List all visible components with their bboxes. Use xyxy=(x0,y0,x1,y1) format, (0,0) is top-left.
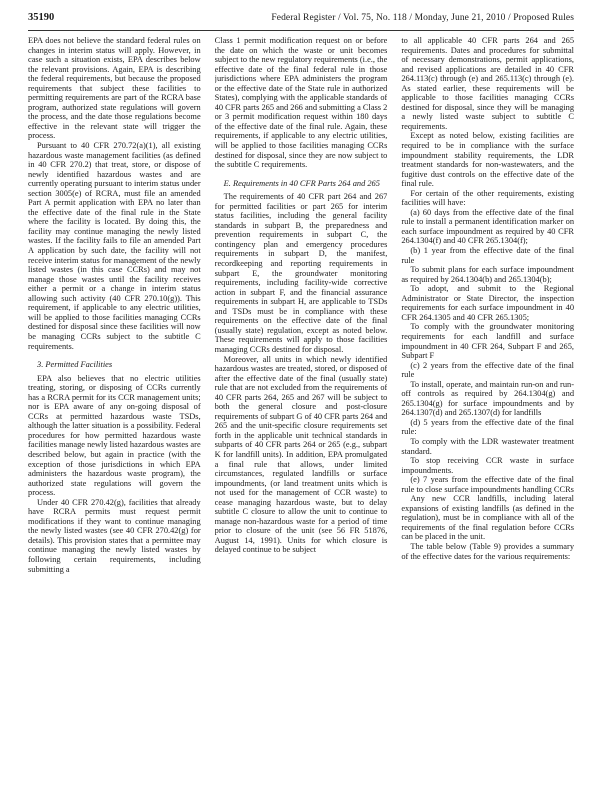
column-1 xyxy=(28,36,201,792)
section-heading-text: 3. Permitted Facilities xyxy=(37,360,113,370)
section-heading xyxy=(215,179,388,189)
paragraph: To stop receiving CCR waste in surface impoundments. xyxy=(401,456,575,475)
paragraph: To adopt, and submit to the Regional Administrator or State Director, the inspection requirements for each surface impoundment in 40 CFR 264.1305 and 40 CFR 265.1305; xyxy=(401,284,575,322)
section-heading xyxy=(28,360,201,370)
text-columns xyxy=(28,36,574,792)
page-header xyxy=(28,12,574,31)
paragraph: To comply with the LDR wastewater treatment standard. xyxy=(401,436,575,456)
paragraph: (c) 2 years from the effective date of the final rule xyxy=(401,360,575,380)
paragraph: (e) 7 years from the effective date of the final rule to close surface impoundments handling CCRs xyxy=(401,475,575,494)
paragraph: Under 40 CFR 270.42(g), facilities that already have RCRA permits must request permit modifications if they want to continue managing the newly listed wastes (see 40 CFR 270.42(g) for details). This provision states that a permittee may continue managing the newly listed wastes by following certain requirements, including submitting a xyxy=(28,497,201,574)
paragraph: For certain of the other requirements, existing facilities will have: xyxy=(401,188,575,208)
paragraph: To submit plans for each surface impoundment as required by 264.1304(b) and 265.1304(b); xyxy=(401,265,575,284)
paragraph: EPA also believes that no electric utilities treating, storing, or disposing of CCRs currently has a RCRA permit for its CCR management units; nor is EPA aware of any on-going disposal of CCRs at permitted hazardous waste TSDs, although the latter situation is a possibility. Federal procedures for how permitted hazardous waste facilities manage newly listed hazardous wastes are described below, but again in practice (with the exception of those jurisdictions in which EPA administers the hazardous waste program), the authorized state regulations will govern the process. xyxy=(28,373,201,498)
paragraph: Moreover, all units in which newly identified hazardous wastes are treated, stored, or disposed of after the effective date of the final (usually state) rule that are not excluded from the requirements of 40 CFR parts 264, 265 and 267 will be subject to both the general closure and post-closure requirements of subpart G of 40 CFR parts 264 and 265 and the unit-specific closure requirements set forth in the applicable unit technical standards in subparts of 40 CFR parts 264 or 265 (e.g., subpart K for landfill units). In addition, EPA promulgated a final rule that allows, under limited circumstances, regulated landfills or surface impoundments, (or land treatment units which is not used for the management of CCR waste) to cease managing hazardous waste, but to delay subtitle C closure to allow the unit to continue to manage non-hazardous waste for a period of time prior to closure of the unit (see 56 FR 51876, August 14, 1991). Units for which closure is delayed continue to be subject xyxy=(214,354,388,555)
column-3 xyxy=(401,36,574,792)
paragraph: Any new CCR landfills, including lateral expansions of existing landfills (as defined in the regulation), must be in compliance with all of the requirements of the final regulation before CCRs can be placed in the unit. xyxy=(401,494,575,542)
paragraph: Pursuant to 40 CFR 270.72(a)(1), all existing hazardous waste management facilities (as defined in 40 CFR 270.2) that treat, store, or dispose of newly identified hazardous wastes and are currently operating pursuant to interim status under section 3005(e) of RCRA, must file an amended Part A permit application with EPA no later than the effective date of the final rule in the State where the facility is located. By doing this, the facility may continue managing the newly listed wastes. If the facility fails to file an amended Part A application by such date, the facility will not receive interim status for management of the newly listed wastes (in this case CCRs) and may not manage those wastes until the facility receives either a permit or a change in interim status allowing such activity (40 CFR 270.10(g)). This requirement, if applicable to any electric utilities, will be applied to those facilities managing CCRs destined for disposal since these facilities will now be managing CCRs subject to the subtitle C requirements. xyxy=(28,141,201,351)
paragraph: The table below (Table 9) provides a summary of the effective dates for the various requirements: xyxy=(401,541,575,561)
paragraph: (a) 60 days from the effective date of the final rule to install a permanent identification marker on each surface impoundment as required by 40 CFR 264.1304(f) and 40 CFR 265.1304(f); xyxy=(401,207,575,246)
paragraph: The requirements of 40 CFR part 264 and 267 for permitted facilities or part 265 for interim status facilities, including the general facility standards in subpart B, the preparedness and prevention requirements in subpart C, the contingency plan and emergency procedures requirements in subpart D, the manifest, recordkeeping and reporting requirements in subpart E, the groundwater monitoring requirements, including facility-wide corrective action in subpart F, and the financial assurance requirements in subpart H, are applicable to TSDs and TSDs must be in compliance with these requirements on the effective date of the final (usually state) regulation, except as noted below. These requirements will apply to those facilities managing CCRs destined for disposal. xyxy=(214,192,388,354)
paragraph: to all applicable 40 CFR parts 264 and 265 requirements. Dates and procedures for submittal of necessary demonstrations, permit applications, and revised applications are detailed in 40 CFR 264.113(c) through (e) and 265.113(c) through (e). As stated earlier, these requirements will be applicable to those facilities managing CCRs destined for disposal, since they will be managing a newly listed waste subject to subtitle C requirements. xyxy=(401,36,575,131)
column-2 xyxy=(215,36,388,792)
page-number: 35190 xyxy=(28,12,55,23)
paragraph: EPA does not believe the standard federal rules on changes in interim status will apply. However, in case such a situation exists, EPA describes below the relevant provisions. Again, EPA is describing the federal requirements, but because the proposed requirements that subject these facilities to permitting requirements are part of the RCRA base program, authorized state regulations will govern the process, and the date those regulations become effective in the relevant state will trigger the process. xyxy=(28,36,201,141)
section-heading-text: E. Requirements in 40 CFR Parts 264 and 265 xyxy=(223,178,380,188)
paragraph: Class 1 permit modification request on or before the date on which the waste or unit becomes subject to the new regulatory requirements (i.e., the effective date of the final federal rule in those jurisdictions where EPA administers the program or the effective date of the State rule in authorized States), complying with the applicable standards of 40 CFR parts 265 and 266 and submitting a Class 2 or 3 permit modification request within 180 days of the effective date of the final rule. Again, these requirements, if applicable to any electric utilities, will be applied to those facilities managing CCRs destined for disposal, since they are now subject to the subtitle C requirements. xyxy=(214,36,388,170)
running-head: Federal Register / Vol. 75, No. 118 / Monday, June 21, 2010 / Proposed Rules xyxy=(271,13,574,23)
paragraph: To install, operate, and maintain run-on and run-off controls as required by 264.1304(g) and 265.1304(g) for surface impoundments and by 264.1307(d) and 265.1307(d) for landfills xyxy=(401,379,575,418)
paragraph: (d) 5 years from the effective date of the final rule: xyxy=(401,417,575,437)
paragraph: To comply with the groundwater monitoring requirements for each landfill and surface impoundment in 40 CFR 264, Subpart F and 265, Subpart F xyxy=(401,322,575,361)
paragraph: Except as noted below, existing facilities are required to be in compliance with the surface impoundment stability requirements, the LDR treatment standards for non-wastewaters, and the fugitive dust controls on the effective date of the final rule. xyxy=(401,131,575,189)
paragraph: (b) 1 year from the effective date of the final rule xyxy=(401,246,575,265)
